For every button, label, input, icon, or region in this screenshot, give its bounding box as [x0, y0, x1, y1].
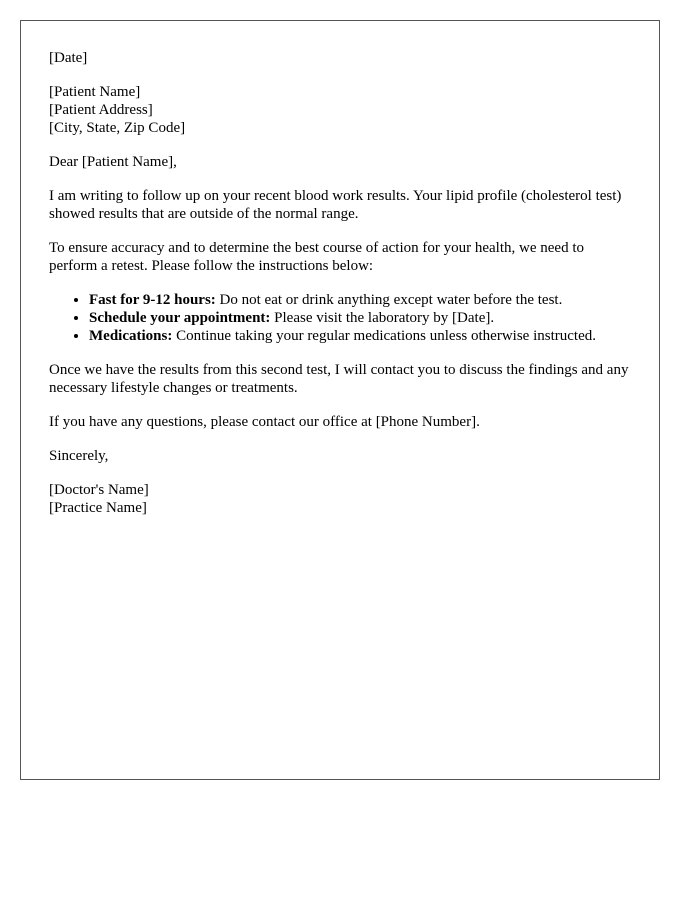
paragraph-results: I am writing to follow up on your recent blood work results. Your lipid profile (cholesterol test) showed results that are outside of the normal range.	[49, 188, 622, 222]
recipient-address: [Patient Address]	[49, 102, 153, 118]
signature-block	[49, 481, 631, 517]
instruction-text: Continue taking your regular medications unless otherwise instructed.	[172, 328, 596, 344]
paragraph-retest: To ensure accuracy and to determine the best course of action for your health, we need to perform a retest. Please follow the instructions below:	[49, 240, 584, 274]
instruction-label: Fast for 9-12 hours:	[89, 292, 216, 308]
instruction-item-medications	[89, 327, 631, 345]
instructions-list	[49, 291, 631, 345]
letter-page	[20, 20, 660, 780]
instruction-item-fasting	[89, 291, 631, 309]
instruction-label: Medications:	[89, 328, 173, 344]
closing: Sincerely,	[49, 448, 109, 464]
recipient-block	[49, 83, 631, 137]
letter-date: [Date]	[49, 50, 88, 66]
instruction-text: Please visit the laboratory by [Date].	[270, 310, 495, 326]
recipient-city-state-zip: [City, State, Zip Code]	[49, 120, 186, 136]
instruction-text: Do not eat or drink anything except water before the test.	[215, 292, 563, 308]
paragraph-contact: If you have any questions, please contact our office at [Phone Number].	[49, 414, 480, 430]
instruction-item-appointment	[89, 309, 631, 327]
doctor-name: [Doctor's Name]	[49, 482, 149, 498]
salutation: Dear [Patient Name],	[49, 154, 177, 170]
recipient-name: [Patient Name]	[49, 84, 141, 100]
paragraph-follow-up: Once we have the results from this second test, I will contact you to discuss the findings and any necessary lifestyle changes or treatments.	[49, 362, 629, 396]
instruction-label: Schedule your appointment:	[89, 310, 271, 326]
practice-name: [Practice Name]	[49, 500, 147, 516]
